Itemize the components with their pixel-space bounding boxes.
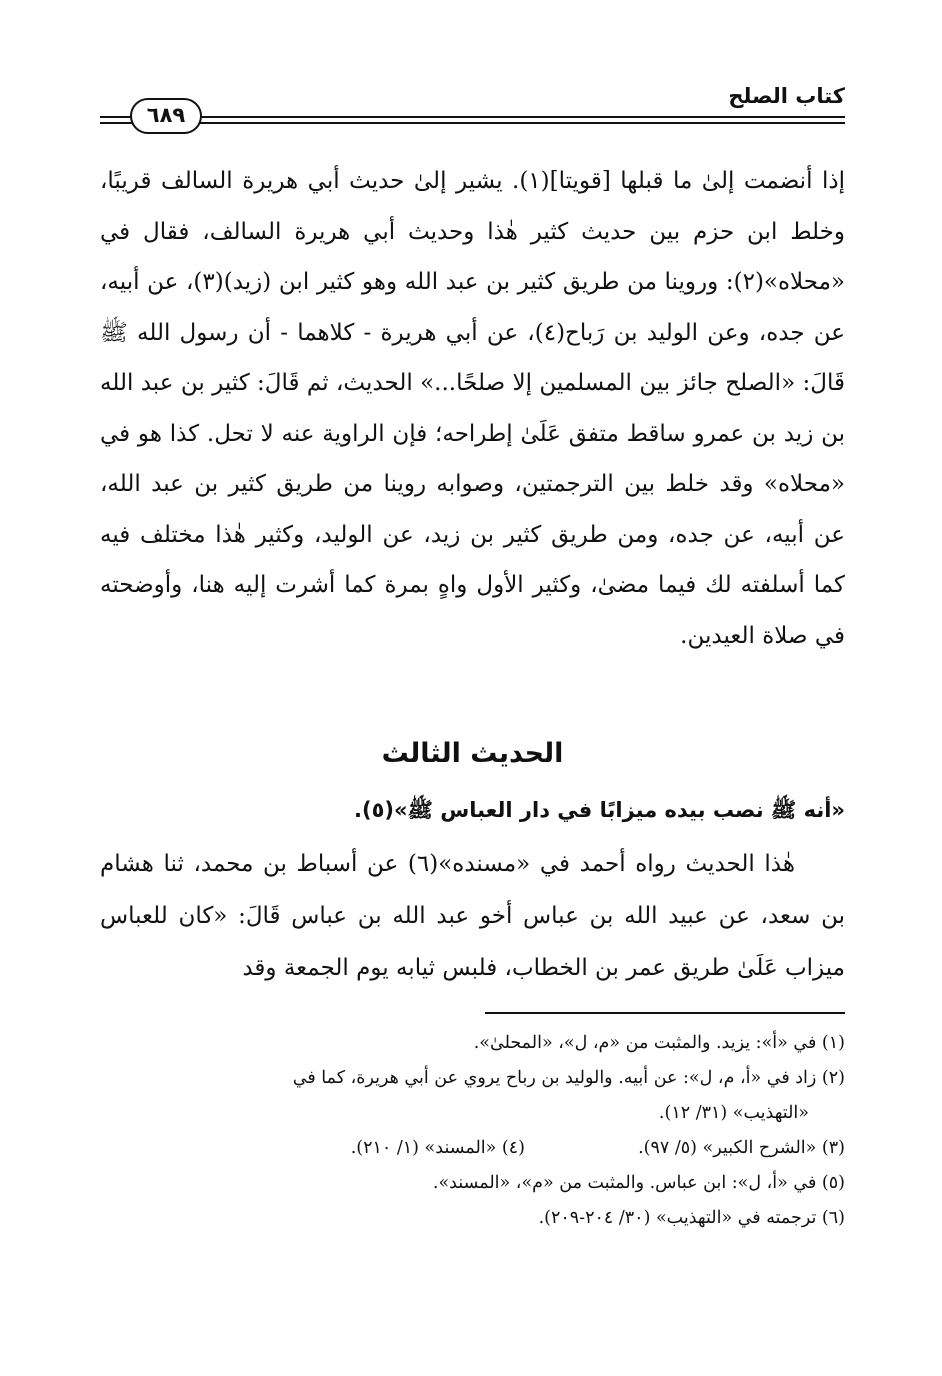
section-text <box>100 838 845 994</box>
section-heading: الحديث الثالث <box>381 738 564 769</box>
footnote-5: (٥) في «أ، ل»: ابن عباس. والمثبت من «م»، «المسند». <box>432 1173 845 1193</box>
page-number: ٦٨٩ <box>130 98 202 134</box>
main-text <box>100 156 845 661</box>
chapter-title: كتاب الصلح <box>728 84 845 108</box>
page-header <box>100 84 845 132</box>
footnote-2-continued: «التهذيب» (٣١/ ١٢). <box>658 1103 809 1123</box>
footnote-row-3-4 <box>100 1131 845 1166</box>
hadith-text: «أنه ﷺ نصب بيده ميزابًا في دار العباس ﷺ»(٥). <box>353 798 845 822</box>
footnote-1: (١) في «أ»: يزيد. والمثبت من «م، ل»، «المحلىٰ». <box>473 1033 845 1053</box>
footnote-2: (٢) زاد في «أ، م، ل»: عن أبيه. والوليد بن رباح يروي عن أبي هريرة، كما في <box>292 1068 845 1088</box>
footnote-4: (٤) «المسند» (١/ ٢١٠). <box>350 1138 525 1158</box>
header-rule-bottom <box>100 122 845 124</box>
footnote-3: (٣) «الشرح الكبير» (٥/ ٩٧). <box>638 1138 845 1158</box>
header-rule-top <box>100 116 845 118</box>
footnote-separator <box>485 1012 845 1014</box>
footnote-6: (٦) ترجمته في «التهذيب» (٣٠/ ٢٠٤-٢٠٩). <box>538 1208 845 1228</box>
paragraph-2: هٰذا الحديث رواه أحمد في «مسنده»(٦) عن أسباط بن محمد، ثنا هشام بن سعد، عن عبيد الله بن عباس أخو عبد الله بن عباس قَالَ: «كان للعباس ميزاب عَلَىٰ طريق عمر بن الخطاب، فلبس ثيابه يوم الجمعة وقد <box>100 851 845 981</box>
paragraph-1: إذا أنضمت إلىٰ ما قبلها [قويتا](١). يشير إلىٰ حديث أبي هريرة السالف قريبًا، وخلط ابن حزم بين حديث كثير هٰذا وحديث أبي هريرة السالف، فقال في «محلاه»(٢): وروينا من طريق كثير بن عبد الله وهو كثير ابن (زيد)(٣)، عن أبيه، عن جده، وعن الوليد بن رَباح(٤)، عن أبي هريرة - كلاهما - أن رسول الله ﷺ قَالَ: «الصلح جائز بين المسلمين إلا صلحًا...» الحديث، ثم قَالَ: كثير بن عبد الله بن زيد بن عمرو ساقط متفق عَلَىٰ إطراحه؛ فإن الراوية عنه لا تحل. كذا هو في «محلاه» وقد خلط بين الترجمتين، وصوابه روينا من طريق كثير بن عبد الله، عن أبيه، عن جده، ومن طريق كثير بن زيد، عن الوليد، وكثير هٰذا مختلف فيه كما أسلفته لك فيما مضىٰ، وكثير الأول واهٍ بمرة كما أشرت إليه هنا، وأوضحته في صلاة العيدين. <box>100 168 845 649</box>
footnotes <box>100 1026 845 1236</box>
